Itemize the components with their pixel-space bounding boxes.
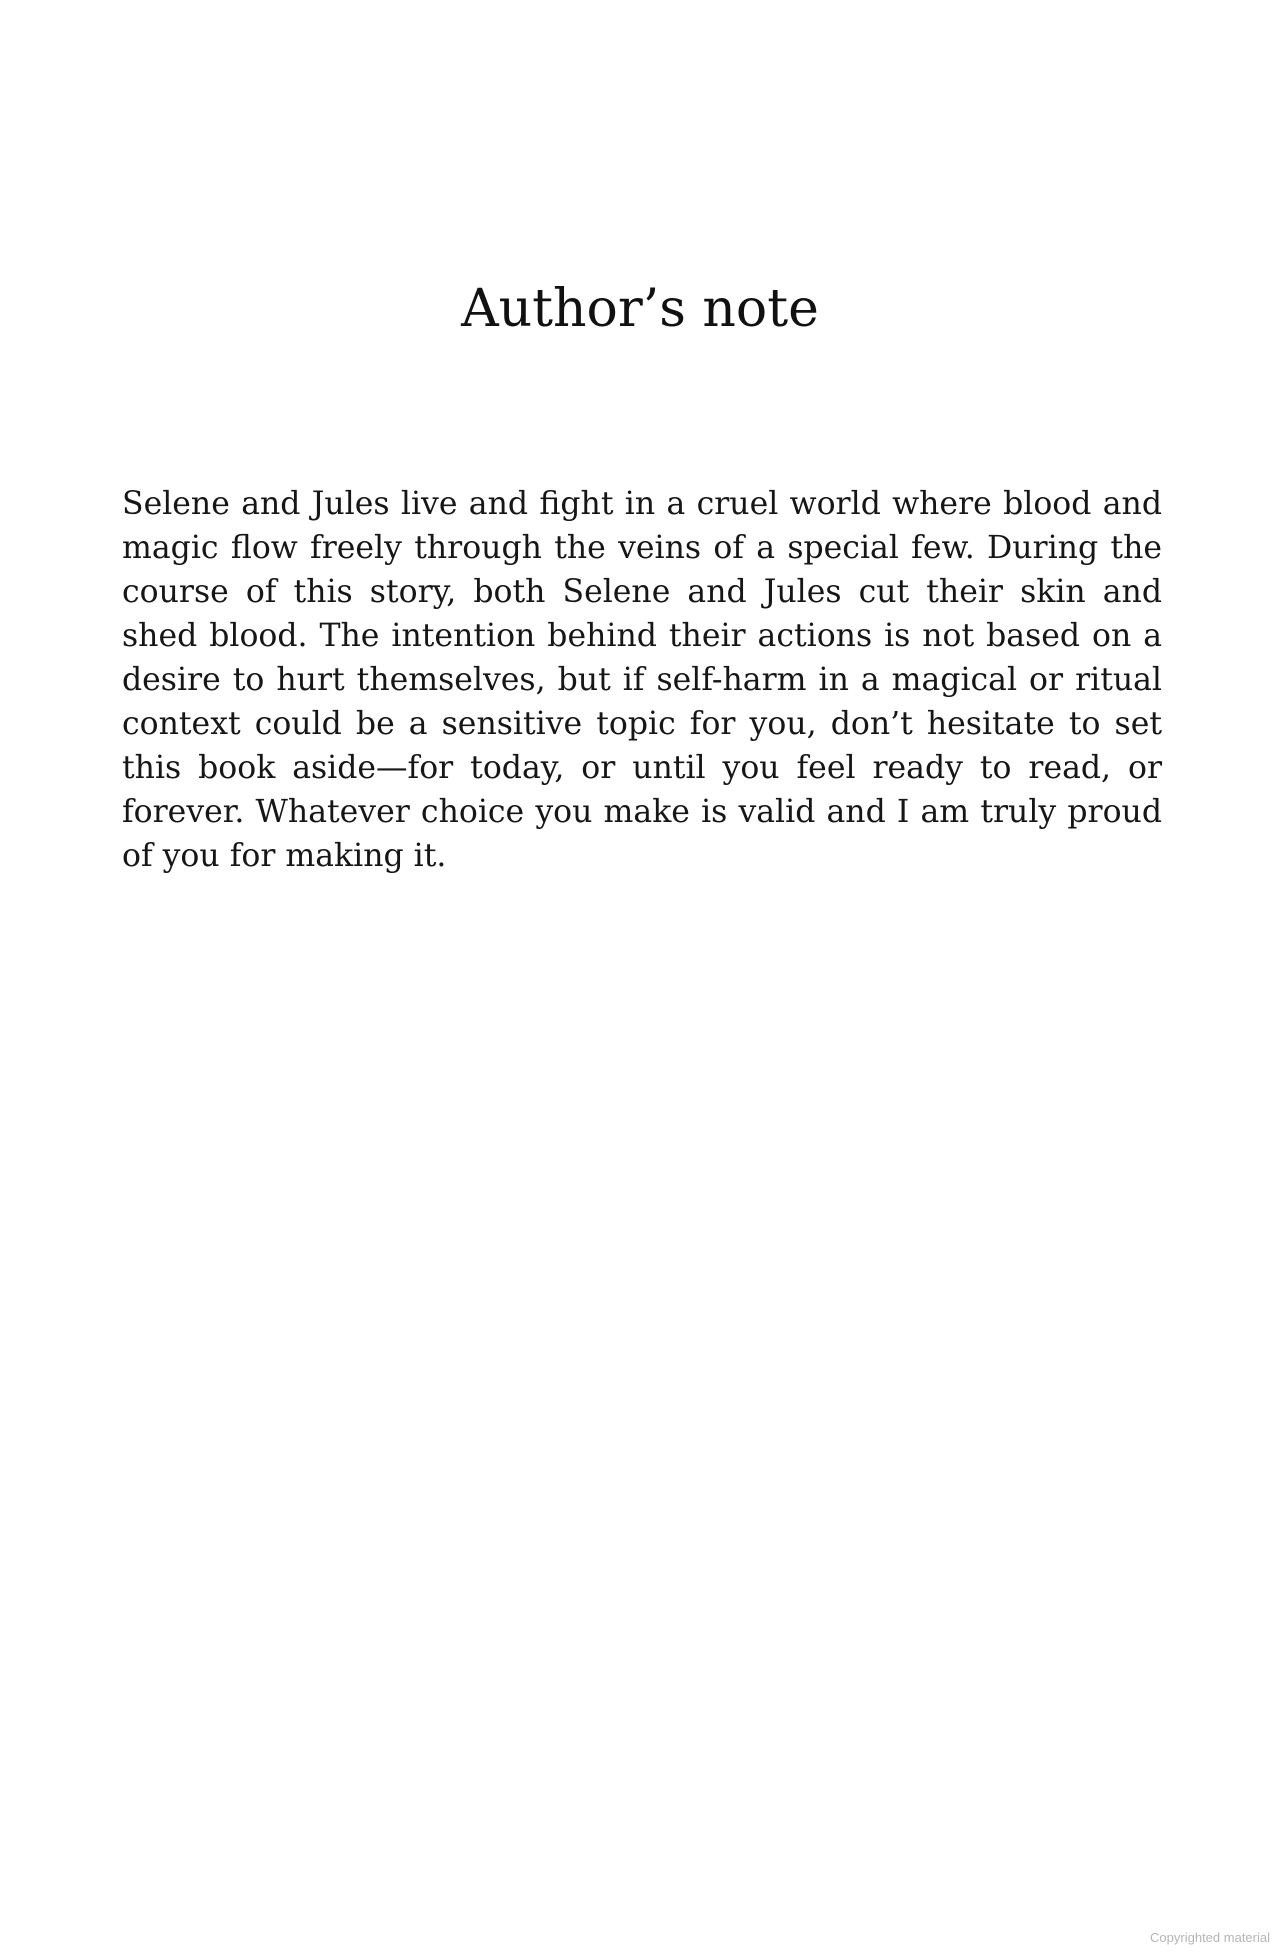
copyright-watermark: Copyrighted material — [1150, 1930, 1270, 1945]
body-paragraph: Selene and Jules live and fight in a cruel world where blood and magic flow freely through the veins of a special few. During the course of this story, both Selene and Jules cut their skin and shed blood. The intention behind their actions is not based on a desire to hurt themselves, but if self-harm in a magical or ritual context could be a sensitive topic for you, don’t hesitate to set this book aside—for today, or until you feel ready to read, or forever. Whatever choice you make is valid and I am truly proud of you for making it. — [122, 486, 1162, 874]
page-title: Author’s note — [461, 279, 819, 339]
